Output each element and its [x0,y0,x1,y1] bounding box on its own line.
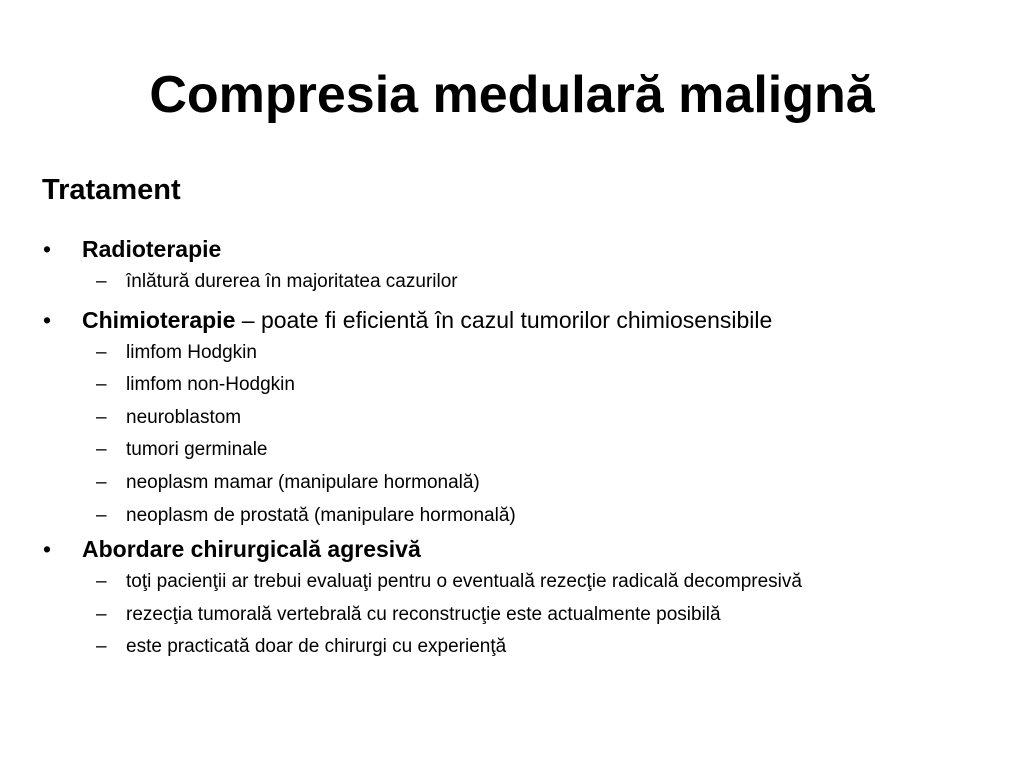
bullet-marker: • [43,236,52,262]
sub-marker: – [96,471,107,493]
sub-marker: – [96,374,107,396]
sub-item-text: înlătură durerea în majoritatea cazurilor [126,271,458,292]
bullet-heading: Abordare chirurgicală agresivă [82,536,421,563]
bullet-item-radioterapie [0,232,1024,266]
sub-item [0,566,1024,599]
sub-item [0,599,1024,632]
sub-marker: – [96,271,107,292]
bullet-item-chimioterapie [0,303,1024,337]
sub-item [0,434,1024,467]
sub-item-text: toţi pacienţii ar trebui evaluaţi pentru o eventuală rezecţie radicală decompresivă [126,571,802,593]
sub-marker: – [96,603,107,625]
bullet-list [0,232,1024,664]
slide-title: Compresia medulară malignă [149,66,875,124]
sub-item-text: este practicată doar de chirurgi cu experienţă [126,636,507,658]
slide-subtitle: Tratament [42,174,181,206]
bullet-text [82,532,421,566]
bullet-description: – poate fi eficientă în cazul tumorilor chimiosensibile [235,306,773,333]
sub-marker: – [96,636,107,658]
sub-item-text: tumori germinale [126,439,268,461]
bullet-heading: Chimioterapie [82,306,236,333]
sub-item [0,402,1024,435]
sub-item [0,500,1024,533]
bullet-marker: • [43,536,52,563]
bullet-item-abordare-chirurgicala [0,532,1024,566]
sub-marker: – [96,504,107,526]
sub-marker: – [96,406,107,428]
sub-item-text: rezecţia tumorală vertebrală cu reconstrucţie este actualmente posibilă [126,603,721,625]
sub-item-text: limfom Hodgkin [126,341,257,363]
sub-marker: – [96,341,107,363]
sub-item [0,631,1024,664]
bullet-heading: Radioterapie [82,236,222,262]
bullet-marker: • [43,306,52,333]
sub-marker: – [96,571,107,593]
sub-item-text: neoplasm mamar (manipulare hormonală) [126,471,480,493]
bullet-text [82,303,772,337]
sub-item [0,369,1024,402]
sub-item-text: neoplasm de prostată (manipulare hormonală) [126,504,516,526]
sub-marker: – [96,439,107,461]
bullet-text [82,232,221,266]
sub-item [0,266,1024,299]
sub-item-text: limfom non-Hodgkin [126,374,295,396]
sub-item [0,337,1024,370]
sub-item [0,467,1024,500]
sub-item-text: neuroblastom [126,406,242,428]
